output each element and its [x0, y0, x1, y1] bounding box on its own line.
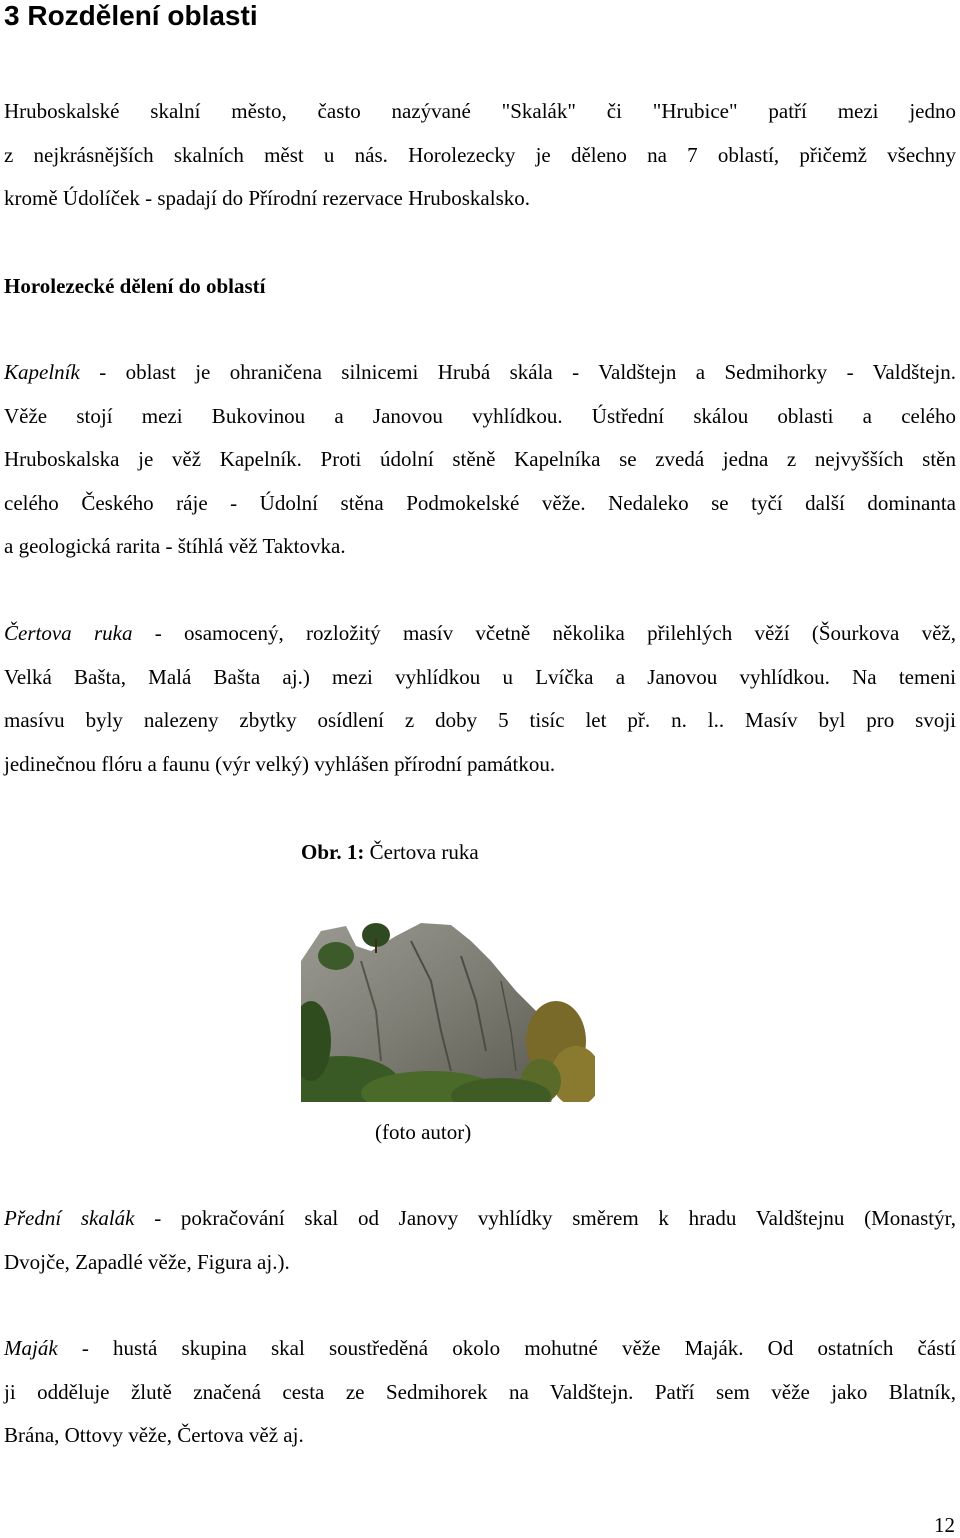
kapelnik-line: a geologická rarita - štíhlá věž Taktovka. [4, 534, 346, 558]
predni-skalak-line: Dvojče, Zapadlé věže, Figura aj.). [4, 1249, 290, 1274]
predni-skalak-line-text: - pokračování skal od Janovy vyhlídky směrem k hradu Valdštejnu (Monastýr, [134, 1206, 956, 1230]
kapelnik-line: Věže stojí mezi Bukovinou a Janovou vyhlídkou. Ústřední skálou oblasti a celého [4, 403, 956, 428]
figure-label: Obr. 1: [301, 840, 365, 864]
kapelnik-line: celého Českého ráje - Údolní stěna Podmokelské věže. Nedaleko se tyčí další dominanta [4, 490, 956, 515]
figure-title: Čertova ruka [364, 840, 479, 864]
certova-ruka-line: masívu byly nalezeny zbytky osídlení z doby 5 tisíc let př. n. l.. Masív byl pro svoji [4, 708, 956, 732]
figure-caption [301, 836, 479, 868]
intro-line: kromě Údolíček - spadají do Přírodní rezervace Hruboskalsko. [4, 186, 531, 210]
certova-ruka-line: jedinečnou flóru a faunu (výr velký) vyhlášen přírodní památkou. [4, 751, 556, 776]
majak-line-text: - hustá skupina skal soustředěná okolo mohutné věže Maják. Od ostatních částí [57, 1336, 956, 1360]
kapelnik-paragraph [4, 351, 956, 569]
certova-ruka-line-text: - osamocený, rozložitý masív včetně několika přilehlých věží (Šourkova věž, [132, 621, 956, 645]
majak-line [4, 1327, 956, 1371]
predni-skalak-paragraph [4, 1197, 956, 1284]
majak-line: ji odděluje žlutě značená cesta ze Sedmihorek na Valdštejn. Patří sem věže jako Blatník, [4, 1379, 956, 1404]
kapelnik-line [4, 351, 956, 395]
page-number: 12 [934, 1513, 955, 1537]
certova-ruka-paragraph [4, 612, 956, 786]
intro-line: Hruboskalské skalní město, často nazývané "Skalák" či "Hrubice" patří mezi jedno [4, 99, 956, 123]
certova-ruka-term: Čertova ruka [4, 621, 133, 645]
intro-paragraph [4, 90, 956, 221]
certova-ruka-line: Velká Bašta, Malá Bašta aj.) mezi vyhlídkou u Lvíčka a Janovou vyhlídkou. Na temeni [4, 664, 956, 689]
kapelnik-term: Kapelník [4, 360, 80, 384]
predni-skalak-term: Přední skalák [4, 1206, 135, 1230]
section-heading: 3 Rozdělení oblasti [4, 0, 258, 31]
majak-term: Maják [4, 1336, 58, 1360]
photo-credit: (foto autor) [375, 1120, 472, 1144]
majak-paragraph [4, 1327, 956, 1458]
predni-skalak-line [4, 1197, 956, 1241]
majak-line: Brána, Ottovy věže, Čertova věž aj. [4, 1423, 304, 1447]
rock-photo [301, 921, 595, 1102]
kapelnik-line: Hruboskalska je věž Kapelník. Proti údolní stěně Kapelníka se zvedá jedna z nejvyšších stěn [4, 447, 956, 471]
kapelnik-line-text: - oblast je ohraničena silnicemi Hrubá skála - Valdštejn a Sedmihorky - Valdštejn. [79, 360, 956, 384]
certova-ruka-line [4, 612, 956, 656]
intro-line: z nejkrásnějších skalních měst u nás. Horolezecky je děleno na 7 oblastí, přičemž všechny [4, 142, 956, 167]
subheading: Horolezecké dělení do oblastí [4, 274, 266, 298]
